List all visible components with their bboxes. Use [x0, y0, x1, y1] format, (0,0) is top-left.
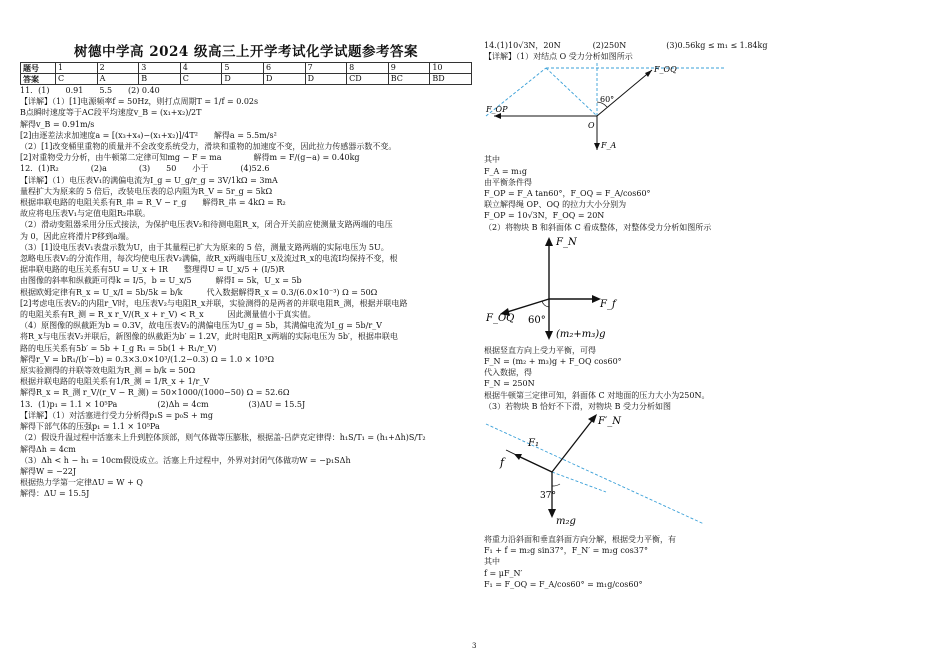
text-line: 根据并联电路的电阻关系有1/R_测 = 1/R_x + 1/r_V — [20, 377, 210, 387]
label-ff: F_f — [600, 298, 616, 310]
table-cell: C — [56, 74, 98, 85]
text-line: 【详解】（1）对活塞进行受力分析得p₁S = p₀S + mg — [20, 410, 213, 420]
solution-text-14-part1 — [484, 154, 934, 232]
text-line: [2]对重物受力分析，由牛顿第二定律可知mg − F = ma 解得m = F/(g−a) = 0.40kg — [20, 153, 360, 163]
label-weight: (m₂+m₃)g — [556, 328, 606, 340]
text-line: [2]由逐差法求加速度a = [(x₃+x₄)−(x₁+x₂)]/4T² 解得a = 5.5m/s² — [20, 130, 277, 140]
left-column — [20, 0, 472, 500]
text-line: 根据竖直方向上受力平衡，可得 — [484, 345, 596, 355]
label-foq: F_OQ — [486, 312, 515, 324]
text-line: 据串联电路的电压关系有5U = U_x + IR 整理得U = U_x/5 + (I/5)R — [20, 265, 285, 275]
label-weight: m₂g — [556, 516, 576, 528]
table-cell: D — [222, 74, 264, 85]
table-cell: CD — [347, 74, 389, 85]
text-line: （4）原图像的纵截距为b = 0.3V，故电压表V₂的满偏电压为U_g = 5b，其满偏电流为I_g = 5b/r_V — [20, 321, 382, 331]
table-cell: C — [180, 74, 222, 85]
text-line: 根据欧姆定律有R_x = U_x/I = 5b/5k = b/k 代入数据解得R_x = 0.3/(6.0×10⁻³) Ω = 50Ω — [20, 287, 378, 297]
page-title: 树德中学高 2024 级高三上开学考试化学试题参考答案 — [74, 44, 418, 60]
text-line: 【详解】（1）电压表V₁的满偏电流为I_g = U_g/r_g = 3V/1kΩ = 3mA — [20, 175, 278, 185]
text-line: 将R_x与电压表V₂并联后，新图像的纵截距为b′ = 1.2V，此时电阻R_x两端的实际电压为 5b′，根据串联电 — [20, 332, 398, 342]
text-line: （2）假设升温过程中活塞未上升到腔体顶部，则气体做等压膨胀，根据盖-吕萨克定律得：h₁S/T₁ = (h₁+Δh)S/T₂ — [20, 433, 426, 443]
text-line: B点瞬时速度等于AC段平均速度v_B = (x₁+x₂)/2T — [20, 108, 202, 118]
text-line: （3）[1]设电压表V₁表盘示数为U，由于其量程已扩大为原来的 5 倍，测量支路两端的实际电压为 5U。 — [20, 242, 389, 252]
arrowhead — [588, 414, 597, 423]
label-fn-prime: F′_N — [598, 416, 621, 428]
text-line: F_OP = 10√3N，F_OQ = 20N — [484, 211, 605, 221]
force-diagram-bc-system — [484, 233, 744, 345]
solution-text-14-part3 — [484, 534, 934, 590]
angle-arc — [552, 484, 560, 486]
text-line: 故应将电压表V₁与定值电阻R₂串联。 — [20, 209, 151, 219]
text-line: （3）若物块 B 恰好不下滑，对物块 B 受力分析如图 — [484, 401, 672, 411]
arrowhead — [545, 331, 553, 340]
force-arrow-foq — [597, 70, 652, 116]
answer-key-table — [20, 62, 472, 85]
answer-key-row-answers — [21, 74, 472, 85]
text-line: 将重力沿斜面和垂直斜面方向分解，根据受力平衡，有 — [484, 535, 676, 545]
right-column — [484, 0, 934, 590]
solution-text-14-header — [484, 40, 934, 62]
text-line: 解得：ΔU = 15.5J — [20, 489, 90, 499]
text-line: F_A = m₁g — [484, 166, 528, 176]
label-angle: 60° — [528, 314, 546, 326]
table-cell: A — [97, 74, 139, 85]
table-cell: BD — [430, 74, 472, 85]
text-line: （2）滑动变阻器采用分压式接法，为保护电压表V₂和待测电阻R_x，闭合开关前应使测量支路两端的电压 — [20, 220, 393, 230]
label-foq: F_OQ — [654, 65, 677, 75]
table-cell: 4 — [180, 63, 222, 74]
table-cell: D — [305, 74, 347, 85]
text-line: （2）将物块 B 和斜面体 C 看成整体，对整体受力分析如图所示 — [484, 222, 712, 232]
table-cell: 答案 — [21, 74, 56, 85]
text-line: 其中 — [484, 557, 500, 567]
table-cell: 9 — [388, 63, 430, 74]
text-line: 解得下部气体的压强p₁ = 1.1 × 10⁵Pa — [20, 422, 160, 432]
text-line: 解得r_V = bR₁/(b′−b) = 0.3×3.0×10³/(1.2−0.3) Ω = 1.0 × 10³Ω — [20, 354, 275, 364]
text-line: 【详解】（1）[1]电源频率f = 50Hz，则打点周期T = 1/f = 0.02s — [20, 97, 259, 107]
text-line: 量程扩大为原来的 5 倍后，改装电压表的总内阻为R_V = 5r_g = 5kΩ — [20, 186, 273, 196]
table-cell: 8 — [347, 63, 389, 74]
text-line: [2]考虑电压表V₂的内阻r_V时，电压表V₂与电阻R_x并联，实验测得的是两者的并联电阻R_测，根据并联电路 — [20, 298, 408, 308]
force-diagram-block-b — [484, 412, 744, 534]
text-line: 代入数据，得 — [484, 368, 532, 378]
label-f1: F₁ — [528, 438, 539, 450]
answer-key-row-numbers — [21, 63, 472, 74]
label-fop: F_OP — [486, 105, 508, 115]
table-cell: BC — [388, 74, 430, 85]
text-line: 11．(1) 0.91 5.5 (2) 0.40 — [20, 86, 160, 95]
label-angle: 37° — [540, 491, 556, 502]
table-cell: 7 — [305, 63, 347, 74]
text-line: 忽略电压表V₂的分流作用，每次均使电压表V₂满偏，故R_x两端电压U_x及流过R_x的电流I均保持不变，根 — [20, 254, 398, 264]
text-line: 根据串联电路的电阻关系有R_串 = R_V − r_g 解得R_串 = 4kΩ = R₂ — [20, 198, 286, 208]
text-line: 12．(1)R₂ (2)a (3) 50 小于 (4)52.6 — [20, 164, 270, 174]
text-line: F₁ = F_OQ = F_A/cos60° = m₁g/cos60° — [484, 579, 643, 589]
label-angle: 60° — [600, 95, 615, 105]
text-line: 根据牛顿第三定律可知，斜面体 C 对地面的压力大小为250N。 — [484, 390, 710, 400]
text-line: 为 0，因此应将滑片P移到a端。 — [20, 231, 134, 241]
text-line: 解得v_B = 0.91m/s — [20, 119, 95, 129]
text-line: 13．(1)p₁ = 1.1 × 10⁵Pa (2)Δh = 4cm (3)ΔU = 15.5J — [20, 399, 306, 409]
table-cell: B — [139, 74, 181, 85]
label-fn: F_N — [556, 236, 577, 248]
text-line: 由平衡条件得 — [484, 177, 532, 187]
table-cell: 3 — [139, 63, 181, 74]
text-line: 由图像的斜率和纵截距可得k = I/5，b = U_x/5 解得I = 5k，U_x = 5b — [20, 276, 302, 286]
text-line: F_N = 250N — [484, 379, 535, 389]
table-cell: 2 — [97, 63, 139, 74]
table-cell: D — [263, 74, 305, 85]
table-cell: 题号 — [21, 63, 56, 74]
table-cell: 1 — [56, 63, 98, 74]
text-line: 解得Δh = 4cm — [20, 444, 76, 454]
page-number: 3 — [472, 642, 477, 650]
arrowhead — [548, 509, 556, 518]
arrowhead — [594, 143, 600, 150]
text-line: 原实验测得的并联等效电阻为R_测 = b/k = 50Ω — [20, 366, 196, 376]
table-cell: 6 — [263, 63, 305, 74]
text-line: 解得R_x = R_测 r_V/(r_V − R_测) = 50×1000/(1000−50) Ω = 52.6Ω — [20, 388, 290, 398]
force-diagram-node-o — [484, 62, 744, 154]
text-line: （3）Δh < h − h₁ = 10cm假设成立。活塞上升过程中，外界对封闭气体做功W = −p₁SΔh — [20, 455, 351, 465]
label-friction: f — [500, 456, 505, 470]
dashed-line — [486, 424, 704, 524]
force-arrow-friction — [506, 450, 552, 472]
text-line: 14.(1)10√3N，20N (2)250N (3)0.56kg ≤ m₁ ≤ 1.84kg — [484, 41, 768, 50]
text-line: 的电阻关系有R_测 = R_x r_V/(R_x + r_V) < R_x 因此测量值小于真实值。 — [20, 310, 316, 320]
text-line: 根据热力学第一定律ΔU = W + Q — [20, 478, 143, 488]
dashed-line — [546, 68, 597, 116]
text-line: F_N = (m₂ + m₃)g + F_OQ cos60° — [484, 357, 622, 367]
text-line: 路的电压关系有5b′ = 5b + I_g R₁ = 5b(1 + R₁/r_V) — [20, 343, 217, 353]
text-line: 【详解】（1）对结点 O 受力分析如图所示 — [484, 52, 633, 62]
angle-arc — [542, 301, 549, 307]
text-line: 联立解得绳 OP、OQ 的拉力大小分别为 — [484, 200, 627, 210]
arrowhead — [645, 70, 652, 77]
table-cell: 10 — [430, 63, 472, 74]
text-line: （2）[1]改变桶里重物的质量并不会改变系统受力，滑块和重物的加速度不变，因此拉力传感器示数不变。 — [20, 142, 397, 152]
label-fa: F_A — [601, 141, 617, 151]
text-line: 其中 — [484, 155, 500, 165]
solution-text-14-part2 — [484, 345, 934, 412]
label-point-o: O — [588, 121, 595, 131]
table-cell: 5 — [222, 63, 264, 74]
text-line: f = μF_N′ — [484, 568, 523, 578]
text-line: F_OP = F_A tan60°，F_OQ = F_A/cos60° — [484, 189, 651, 199]
text-line: F₁ + f = m₂g sin37°，F_N′ = m₂g cos37° — [484, 546, 648, 556]
solution-text-left — [20, 85, 472, 500]
text-line: 解得W = −22J — [20, 466, 77, 476]
arrowhead — [545, 237, 553, 246]
